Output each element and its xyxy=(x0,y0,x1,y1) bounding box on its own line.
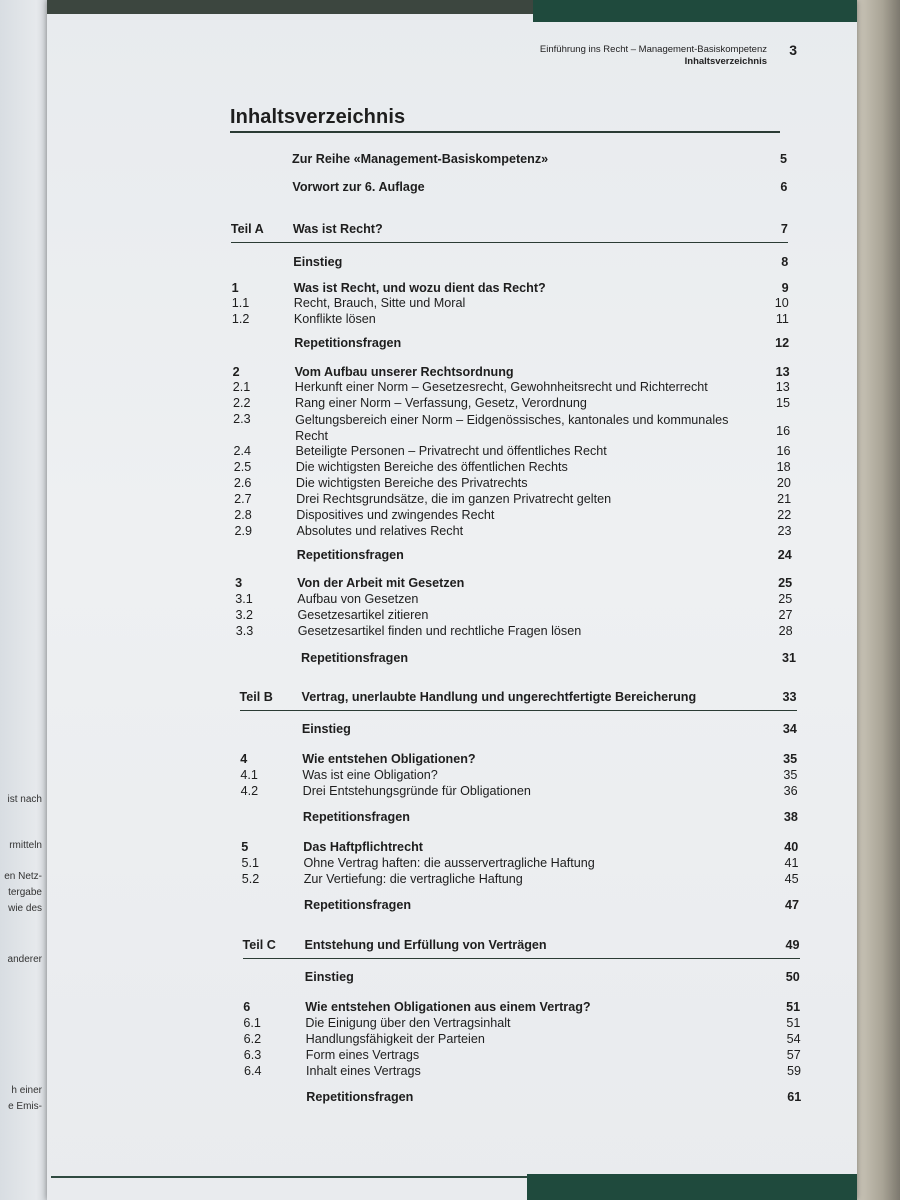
toc-entry-label: Drei Entstehungsgründe für Obligationen xyxy=(302,784,531,798)
toc-entry-label: Rang einer Norm – Verfassung, Gesetz, Verordnung xyxy=(295,396,587,410)
book-page xyxy=(47,0,857,1200)
toc-entry-number: 1.2 xyxy=(231,312,250,326)
toc-entry xyxy=(235,548,792,568)
toc-entry-number: 3 xyxy=(235,576,243,590)
toc-entry-label: Drei Rechtsgrundsätze, die im ganzen Privatrecht gelten xyxy=(296,492,612,506)
left-page-text: tergabe xyxy=(8,887,42,898)
toc-entry-label: Zur Reihe «Management-Basiskompetenz» xyxy=(292,152,549,166)
toc-entry-number: 2.7 xyxy=(234,492,252,506)
toc-entry-page: 59 xyxy=(786,1064,801,1078)
toc-entry-page: 24 xyxy=(777,548,792,562)
toc-entry-label: Vorwort zur 6. Auflage xyxy=(292,180,425,194)
toc-entry-label: Einstieg xyxy=(293,255,343,269)
toc-part-heading xyxy=(240,690,797,711)
toc-entry-number: 3.1 xyxy=(235,592,253,606)
toc-entry-page: 27 xyxy=(778,608,793,622)
toc-entry-label: Das Haftpflichtrecht xyxy=(303,840,423,854)
left-page-text: h einer xyxy=(11,1085,42,1096)
toc-entry xyxy=(232,336,789,356)
toc-entry-label: Repetitionsfragen xyxy=(296,548,404,562)
toc-entry-page: 20 xyxy=(776,476,791,490)
toc-entry-page: 40 xyxy=(784,840,799,854)
toc-entry-label: Einstieg xyxy=(301,722,351,736)
toc-entry-label: Konflikte lösen xyxy=(293,312,376,326)
toc-entry-page: 13 xyxy=(775,365,790,379)
toc-entry-label: Einstieg xyxy=(304,970,354,984)
toc-entry xyxy=(232,312,789,332)
toc-entry-label: Entstehung und Erfüllung von Verträgen xyxy=(304,938,547,952)
left-page-edge xyxy=(0,0,52,1200)
toc-entry-label: Inhalt eines Vertrags xyxy=(306,1064,421,1078)
toc-entry-label: Repetitionsfragen xyxy=(302,810,410,824)
toc-entry xyxy=(239,651,796,671)
toc-entry-page: 23 xyxy=(777,524,792,538)
toc-entry-page: 25 xyxy=(778,576,793,590)
table-surface xyxy=(856,0,900,1200)
toc-entry-label: Vertrag, unerlaubte Handlung und ungerechtfertigte Bereicherung xyxy=(301,690,697,704)
toc-entry-label: Wie entstehen Obligationen? xyxy=(302,752,476,766)
toc-entry-page: 61 xyxy=(787,1090,802,1104)
left-page-text: rmitteln xyxy=(9,840,42,851)
toc-entry-label: Form eines Vertrags xyxy=(305,1048,420,1062)
toc-entry-label: Herkunft einer Norm – Gesetzesrecht, Gewohnheitsrecht und Richterrecht xyxy=(294,380,708,394)
toc-entry-page: 10 xyxy=(774,296,789,310)
toc-entry-page: 31 xyxy=(781,651,796,665)
toc-entry-page: 33 xyxy=(782,690,797,704)
toc-entry-number: 2 xyxy=(232,365,240,379)
toc-entry-page: 25 xyxy=(778,592,793,606)
toc-entry xyxy=(240,722,797,742)
toc-entry-page: 57 xyxy=(786,1048,801,1062)
bottom-color-band xyxy=(47,1156,857,1200)
toc-entry xyxy=(242,898,799,918)
toc-entry-number: 2.2 xyxy=(233,396,251,410)
toc-entry-number: 4.1 xyxy=(240,768,258,782)
toc-entry-label: Was ist Recht? xyxy=(292,222,383,236)
running-head-title: Einführung ins Recht – Management-Basiskompetenz xyxy=(539,44,767,55)
toc-entry xyxy=(241,810,798,830)
toc-entry-label: Was ist Recht, und wozu dient das Recht? xyxy=(293,281,546,295)
toc-entry-label: Absolutes und relatives Recht xyxy=(296,524,464,538)
toc-entry-page: 51 xyxy=(786,1016,801,1030)
toc-entry-page: 36 xyxy=(783,784,798,798)
left-page-text: e Emis- xyxy=(8,1101,42,1112)
toc-entry-label: Repetitionsfragen xyxy=(301,651,409,665)
toc-entry-number: 1 xyxy=(231,281,239,295)
toc-entry-label: Zur Vertiefung: die vertragliche Haftung xyxy=(303,872,523,886)
toc-entry-page: 6 xyxy=(780,180,788,194)
toc-entry-page: 9 xyxy=(781,281,789,295)
toc-entry-number: 1.1 xyxy=(231,296,250,310)
toc-entry-page: 15 xyxy=(775,396,790,410)
toc-entry xyxy=(230,152,787,172)
toc-entry-page: 34 xyxy=(782,722,797,736)
toc-entry-page: 11 xyxy=(775,312,789,326)
toc-part-heading xyxy=(243,938,800,959)
toc-entry-page: 7 xyxy=(780,222,788,236)
toc-entry-number: 6.4 xyxy=(244,1064,262,1078)
toc-entry-number: 6.1 xyxy=(243,1016,261,1030)
toc-entry-label: Repetitionsfragen xyxy=(294,336,402,350)
toc-entry-label: Vom Aufbau unserer Rechtsordnung xyxy=(294,365,514,379)
toc-entry-page: 16 xyxy=(776,444,791,458)
left-page-text: ist nach xyxy=(7,794,42,805)
left-page-text: anderer xyxy=(7,954,42,965)
bottom-band-block xyxy=(527,1174,857,1200)
toc-entry-label: Die Einigung über den Vertragsinhalt xyxy=(305,1016,511,1030)
toc-entry xyxy=(242,872,799,892)
toc-entry-label: Die wichtigsten Bereiche des Privatrechts xyxy=(295,476,528,490)
toc-entry-page: 35 xyxy=(783,768,798,782)
toc-entry-page: 13 xyxy=(775,380,790,394)
toc-entry-page: 49 xyxy=(785,938,800,952)
toc-entry xyxy=(244,1090,801,1110)
toc-entry xyxy=(233,412,790,446)
toc-entry-number: 2.5 xyxy=(233,460,252,474)
toc-entry-label: Recht, Brauch, Sitte und Moral xyxy=(293,296,466,310)
toc-entry-page: 45 xyxy=(784,872,799,886)
bottom-rule xyxy=(51,1176,551,1178)
toc-entry-number: 5 xyxy=(241,840,249,854)
toc-entry-page: 5 xyxy=(779,152,787,166)
toc-entry-number: 4 xyxy=(240,752,248,766)
toc-entry-number: 2.1 xyxy=(232,380,251,394)
toc-entry-label: Repetitionsfragen xyxy=(304,898,412,912)
toc-entry-number: Teil A xyxy=(230,222,264,236)
toc-entry-page: 50 xyxy=(785,970,800,984)
toc-entry-label: Aufbau von Gesetzen xyxy=(297,592,419,606)
toc-entry-number: 6 xyxy=(243,1000,251,1014)
toc-entry-number: 6.3 xyxy=(243,1048,262,1062)
toc-entry-number: 2.6 xyxy=(233,476,252,490)
toc-entry-label: Gesetzesartikel zitieren xyxy=(297,608,429,622)
toc-entry-page: 21 xyxy=(777,492,792,506)
toc-entry-number: 5.2 xyxy=(241,872,260,886)
toc-entry-page: 22 xyxy=(777,508,792,522)
toc-entry-page: 54 xyxy=(786,1032,801,1046)
toc-entry-label: Geltungsbereich einer Norm – Eidgenössisches, kantonales und kommunales Recht xyxy=(295,413,729,443)
toc-entry xyxy=(230,180,787,200)
toc-entry-label: Handlungsfähigkeit der Parteien xyxy=(305,1032,485,1046)
toc-entry-label: Von der Arbeit mit Gesetzen xyxy=(297,576,465,590)
toc-entry-number: Teil C xyxy=(242,938,276,952)
toc-entry-label: Repetitionsfragen xyxy=(306,1090,414,1104)
toc-entry-label: Wie entstehen Obligationen aus einem Vertrag? xyxy=(305,1000,591,1014)
toc-entry-page: 35 xyxy=(783,752,798,766)
toc-entry-number: 2.9 xyxy=(234,524,253,538)
page-number: 3 xyxy=(789,42,797,58)
toc-entry-page: 16 xyxy=(776,424,791,438)
running-head-section: Inhaltsverzeichnis xyxy=(684,56,767,67)
toc-entry-number: Teil B xyxy=(239,690,273,704)
toc-entry-page: 12 xyxy=(775,336,790,350)
toc-entry xyxy=(243,970,800,990)
toc-entry-page: 38 xyxy=(783,810,798,824)
table-of-contents xyxy=(47,0,857,1200)
toc-entry xyxy=(231,255,788,275)
toc-entry xyxy=(235,524,792,544)
toc-entry-page: 41 xyxy=(784,856,799,870)
toc-entry-number: 3.2 xyxy=(235,608,254,622)
toc-entry-label: Gesetzesartikel finden und rechtliche Fragen lösen xyxy=(297,624,582,638)
toc-entry-number: 2.4 xyxy=(233,444,252,458)
toc-entry-number: 3.3 xyxy=(235,624,254,638)
toc-entry-number: 2.3 xyxy=(233,412,251,426)
page-title: Inhaltsverzeichnis xyxy=(230,106,406,128)
toc-entry-page: 28 xyxy=(778,624,793,638)
toc-entry-page: 8 xyxy=(781,255,789,269)
toc-entry-label: Ohne Vertrag haften: die ausservertragliche Haftung xyxy=(303,856,595,870)
toc-entry-number: 2.8 xyxy=(234,508,252,522)
left-page-text: wie des xyxy=(8,903,42,914)
toc-entry-number: 6.2 xyxy=(243,1032,262,1046)
toc-entry-label: Was ist eine Obligation? xyxy=(302,768,438,782)
toc-entry-page: 51 xyxy=(786,1000,801,1014)
toc-entry-number: 5.1 xyxy=(241,856,260,870)
left-page-text: en Netz- xyxy=(4,871,42,882)
toc-entry-page: 47 xyxy=(784,898,799,912)
toc-entry-label: Dispositives und zwingendes Recht xyxy=(296,508,495,522)
toc-entry-page: 18 xyxy=(776,460,791,474)
toc-entry xyxy=(236,624,793,644)
toc-entry xyxy=(244,1064,801,1084)
toc-part-heading xyxy=(231,222,788,243)
toc-entry-label: Beteiligte Personen – Privatrecht und öffentliches Recht xyxy=(295,444,607,458)
toc-entry xyxy=(241,784,798,804)
toc-entry-number: 4.2 xyxy=(240,784,259,798)
toc-entry-label: Die wichtigsten Bereiche des öffentlichen Rechts xyxy=(295,460,568,474)
